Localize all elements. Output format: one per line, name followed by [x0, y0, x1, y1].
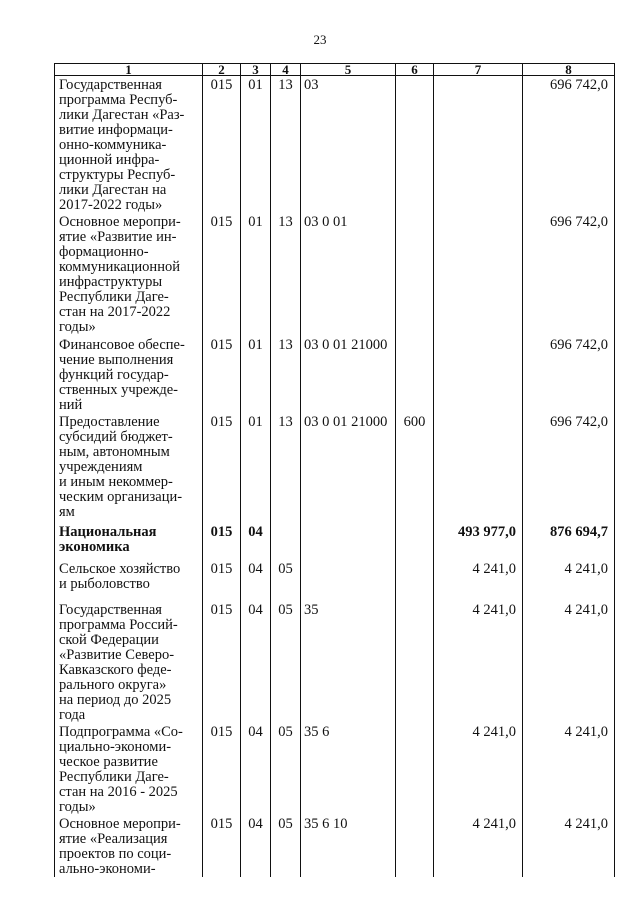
section-code-cell: 04: [241, 560, 271, 601]
row-name-line: витие информаци-: [59, 122, 173, 138]
amount-cell-8: 696 742,0: [523, 213, 615, 336]
row-name-line: субсидий бюджет-: [59, 429, 173, 445]
expense-type-cell: [396, 560, 434, 601]
row-name-line: лики Дагестан «Раз-: [59, 107, 185, 123]
row-name-cell: [55, 523, 203, 560]
amount-cell-8: 4 241,0: [523, 560, 615, 601]
target-article-cell: 03 0 01: [301, 213, 396, 336]
row-name-line: и рыболовство: [59, 576, 150, 592]
column-header: 8: [523, 64, 615, 76]
expense-type-cell: [396, 723, 434, 815]
row-name-cell: [55, 413, 203, 523]
row-name-line: онно-коммуника-: [59, 137, 167, 153]
target-article-cell: 35 6: [301, 723, 396, 815]
row-name-line: программа Россий-: [59, 617, 178, 633]
column-header: 1: [55, 64, 203, 76]
row-name-line: ческим организаци-: [59, 489, 183, 505]
ministry-code-cell: 015: [203, 213, 241, 336]
column-header: 7: [434, 64, 523, 76]
row-name-line: стан на 2017-2022: [59, 304, 171, 320]
target-article-cell: 03 0 01 21000: [301, 336, 396, 413]
row-name-line: инфраструктуры: [59, 274, 163, 290]
target-article-cell: 35: [301, 601, 396, 723]
row-name-line: рального округа»: [59, 677, 167, 693]
subsection-code-cell: 13: [271, 336, 301, 413]
table-row: [55, 336, 615, 413]
subsection-code-cell: 13: [271, 213, 301, 336]
subsection-code-cell: 05: [271, 560, 301, 601]
ministry-code-cell: 015: [203, 815, 241, 877]
section-code-cell: 01: [241, 213, 271, 336]
row-name-line: ям: [59, 504, 75, 520]
subsection-code-cell: [271, 523, 301, 560]
row-name-line: Республики Даге-: [59, 289, 169, 305]
row-name-line: ятие «Развитие ин-: [59, 229, 177, 245]
target-article-cell: [301, 523, 396, 560]
expense-type-cell: [396, 336, 434, 413]
section-code-cell: 04: [241, 723, 271, 815]
row-name-line: Подпрограмма «Со-: [59, 724, 183, 740]
table-body: [55, 76, 615, 878]
row-name-line: на период до 2025: [59, 692, 172, 708]
row-name-line: Предоставление: [59, 414, 160, 430]
row-name-line: ской Федерации: [59, 632, 159, 648]
table-row: [55, 523, 615, 560]
row-name-line: годы»: [59, 799, 96, 815]
amount-cell-7: [434, 213, 523, 336]
amount-cell-7: 4 241,0: [434, 560, 523, 601]
subsection-code-cell: 13: [271, 76, 301, 214]
amount-cell-7: 4 241,0: [434, 723, 523, 815]
row-name-line: ально-экономи-: [59, 861, 156, 877]
section-code-cell: 04: [241, 523, 271, 560]
row-name-line: ционной инфра-: [59, 152, 160, 168]
row-name-line: чение выполнения: [59, 352, 174, 368]
amount-cell-7: [434, 413, 523, 523]
target-article-cell: 03: [301, 76, 396, 214]
row-name-line: ятие «Реализация: [59, 831, 168, 847]
amount-cell-8: 4 241,0: [523, 601, 615, 723]
row-name-cell: [55, 601, 203, 723]
target-article-cell: 03 0 01 21000: [301, 413, 396, 523]
table-row: [55, 723, 615, 815]
row-name-line: годы»: [59, 319, 96, 335]
table-row: [55, 601, 615, 723]
subsection-code-cell: 05: [271, 723, 301, 815]
amount-cell-7: [434, 76, 523, 214]
row-name-cell: [55, 336, 203, 413]
section-code-cell: 01: [241, 413, 271, 523]
row-name-line: учреждениям: [59, 459, 143, 475]
row-name-line: ственных учрежде-: [59, 382, 178, 398]
row-name-line: ний: [59, 397, 83, 413]
row-name-line: Основное меропри-: [59, 816, 181, 832]
subsection-code-cell: 05: [271, 815, 301, 877]
amount-cell-7: [434, 336, 523, 413]
row-name-line: Сельское хозяйство: [59, 561, 181, 577]
amount-cell-8: 4 241,0: [523, 723, 615, 815]
amount-cell-8: 696 742,0: [523, 413, 615, 523]
row-name-line: Государственная: [59, 602, 162, 618]
ministry-code-cell: 015: [203, 723, 241, 815]
column-header: 6: [396, 64, 434, 76]
table-row: [55, 815, 615, 877]
ministry-code-cell: 015: [203, 523, 241, 560]
row-name-line: «Развитие Северо-: [59, 647, 175, 663]
row-name-line: Финансовое обеспе-: [59, 337, 185, 353]
amount-cell-8: 4 241,0: [523, 815, 615, 877]
expense-type-cell: [396, 601, 434, 723]
row-name-line: Государственная: [59, 77, 162, 93]
table-row: [55, 560, 615, 601]
row-name-line: проектов по соци-: [59, 846, 172, 862]
row-name-line: и иным некоммер-: [59, 474, 173, 490]
amount-cell-7: 4 241,0: [434, 601, 523, 723]
row-name-cell: [55, 76, 203, 214]
row-name-line: 2017-2022 годы»: [59, 197, 163, 213]
row-name-line: формационно-: [59, 244, 149, 260]
table-row: [55, 76, 615, 214]
table-header-row: [55, 64, 615, 76]
row-name-line: стан на 2016 - 2025: [59, 784, 178, 800]
row-name-line: Республики Даге-: [59, 769, 169, 785]
row-name-line: ческое развитие: [59, 754, 158, 770]
expense-type-cell: [396, 76, 434, 214]
table-row: [55, 413, 615, 523]
section-code-cell: 01: [241, 76, 271, 214]
budget-table: [54, 63, 615, 877]
section-code-cell: 01: [241, 336, 271, 413]
column-header: 4: [271, 64, 301, 76]
column-header: 3: [241, 64, 271, 76]
subsection-code-cell: 05: [271, 601, 301, 723]
row-name-line: ным, автономным: [59, 444, 170, 460]
target-article-cell: [301, 560, 396, 601]
amount-cell-7: 4 241,0: [434, 815, 523, 877]
row-name-line: программа Респуб-: [59, 92, 178, 108]
subsection-code-cell: 13: [271, 413, 301, 523]
row-name-line: Национальная: [59, 524, 157, 540]
row-name-cell: [55, 723, 203, 815]
ministry-code-cell: 015: [203, 560, 241, 601]
row-name-cell: [55, 560, 203, 601]
row-name-line: экономика: [59, 539, 130, 555]
table-row: [55, 213, 615, 336]
row-name-line: коммуникационной: [59, 259, 180, 275]
row-name-line: лики Дагестан на: [59, 182, 167, 198]
row-name-cell: [55, 815, 203, 877]
target-article-cell: 35 6 10: [301, 815, 396, 877]
row-name-line: функций государ-: [59, 367, 169, 383]
row-name-line: структуры Респуб-: [59, 167, 176, 183]
page-number: 23: [313, 32, 327, 47]
column-header: 2: [203, 64, 241, 76]
row-name-line: Кавказского феде-: [59, 662, 172, 678]
row-name-line: циально-экономи-: [59, 739, 172, 755]
ministry-code-cell: 015: [203, 601, 241, 723]
section-code-cell: 04: [241, 601, 271, 723]
ministry-code-cell: 015: [203, 336, 241, 413]
expense-type-cell: [396, 213, 434, 336]
section-code-cell: 04: [241, 815, 271, 877]
ministry-code-cell: 015: [203, 413, 241, 523]
amount-cell-8: 696 742,0: [523, 336, 615, 413]
expense-type-cell: [396, 523, 434, 560]
row-name-cell: [55, 213, 203, 336]
expense-type-cell: [396, 815, 434, 877]
amount-cell-8: 696 742,0: [523, 76, 615, 214]
ministry-code-cell: 015: [203, 76, 241, 214]
column-header: 5: [301, 64, 396, 76]
row-name-line: года: [59, 707, 86, 723]
expense-type-cell: 600: [396, 413, 434, 523]
row-name-line: Основное меропри-: [59, 214, 181, 230]
amount-cell-7: 493 977,0: [434, 523, 523, 560]
amount-cell-8: 876 694,7: [523, 523, 615, 560]
